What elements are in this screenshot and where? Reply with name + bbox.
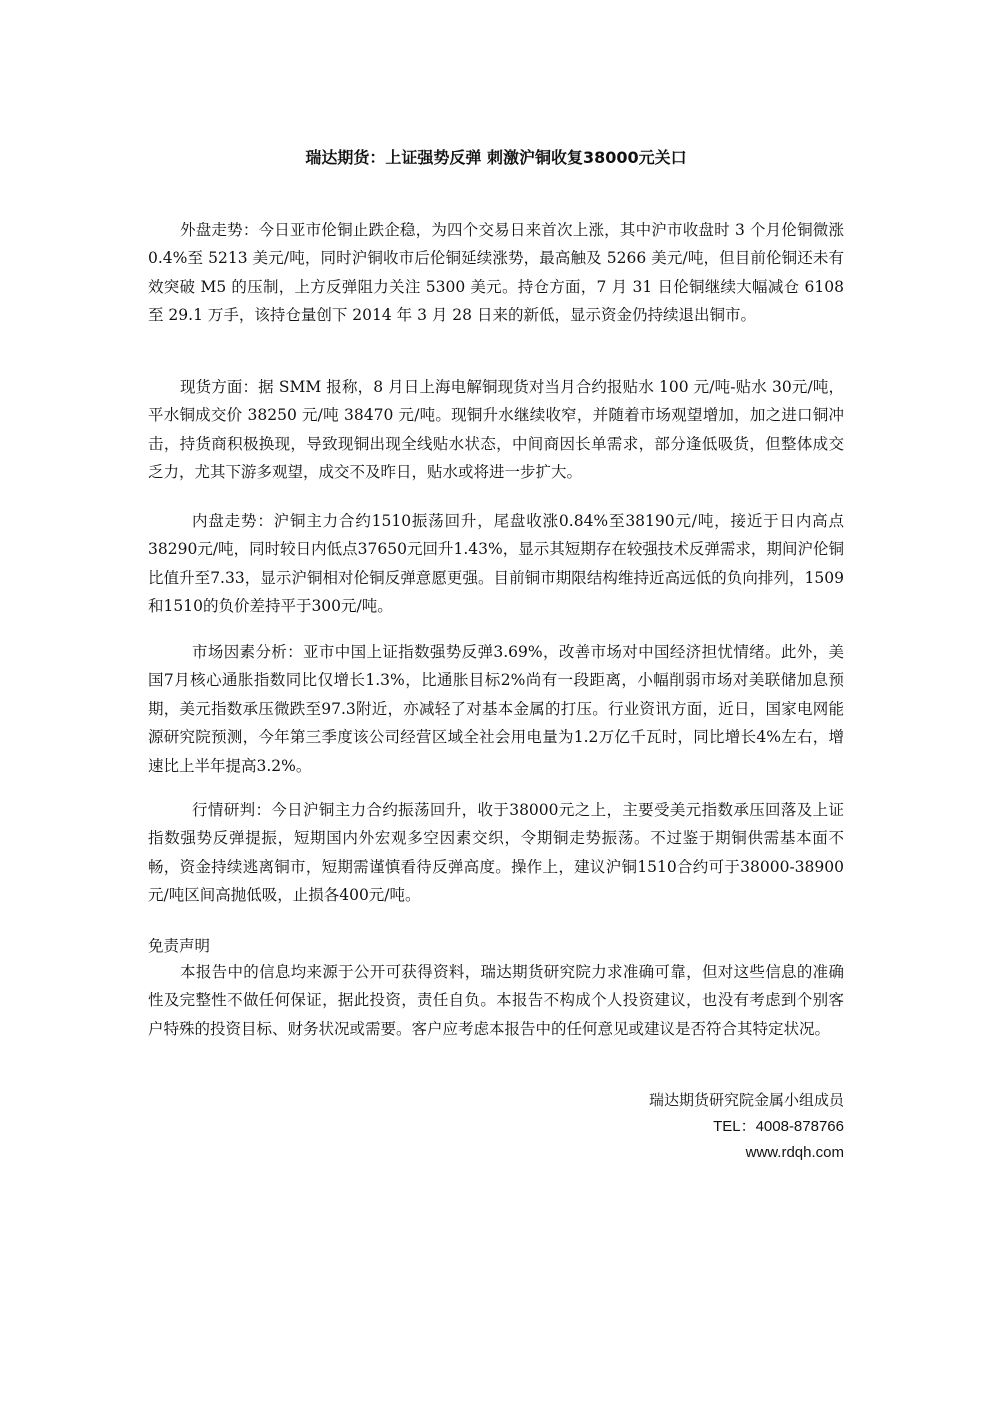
disclaimer-heading: 免责声明 (148, 937, 211, 955)
disclaimer-text: 本报告中的信息均来源于公开可获得资料，瑞达期货研究院力求准确可靠，但对这些信息的准确性及完整性不做任何保证，据此投资，责任自负。本报告不构成个人投资建议，也没有考虑到个别客户特殊的投资目标、财务状况或需要。客户应考虑本报告中的任何意见或建议是否符合其特定状况。 (148, 963, 844, 1038)
signature-website: www.rdqh.com (745, 1144, 844, 1161)
paragraph-overseas-market: 外盘走势：今日亚市伦铜止跌企稳，为四个交易日来首次上涨，其中沪市收盘时 3 个月伦铜微涨 0.4%至 5213 美元/吨，同时沪铜收市后伦铜延续涨势，最高触及 5266 美元/吨，但目前伦铜还未有效突破 M5 的压制，上方反弹阻力关注 5300 美元。持仓方面，7 月 31 日伦铜继续大幅减仓 6108 至 29.1 万手，该持仓量创下 2014 年 3 月 28 日来的新低，显示资金仍持续退出铜市。 (148, 221, 844, 325)
signature-tel: TEL：4008-878766 (713, 1118, 844, 1135)
paragraph-spot-market: 现货方面：据 SMM 报称，8 月日上海电解铜现货对当月合约报贴水 100 元/吨-贴水 30元/吨，平水铜成交价 38250 元/吨 38470 元/吨。现铜升水继续收窄，并随着市场观望增加，加之进口铜冲击，持货商积极换现，导致现铜出现全线贴水状态，中间商因长单需求，部分逢低吸货，但整体成交乏力，尤其下游多观望，成交不及昨日，贴水或将进一步扩大。 (148, 378, 844, 482)
paragraph-outlook: 行情研判：今日沪铜主力合约振荡回升，收于38000元之上，主要受美元指数承压回落及上证指数强势反弹提振，短期国内外宏观多空因素交织，令期铜走势振荡。不过鉴于期铜供需基本面不畅，资金持续逃离铜市，短期需谨慎看待反弹高度。操作上，建议沪铜1510合约可于38000-38900元/吨区间高抛低吸，止损各400元/吨。 (148, 801, 844, 905)
signature-team: 瑞达期货研究院金属小组成员 (648, 1091, 844, 1109)
document-title: 瑞达期货：上证强势反弹 刺激沪铜收复38000元关口 (305, 148, 687, 167)
paragraph-market-factors: 市场因素分析：亚市中国上证指数强势反弹3.69%，改善市场对中国经济担忧情绪。此外，美国7月核心通胀指数同比仅增长1.3%，比通胀目标2%尚有一段距离，小幅削弱市场对美联储加息预期，美元指数承压微跌至97.3附近，亦减轻了对基本金属的打压。行业资讯方面，近日，国家电网能源研究院预测，今年第三季度该公司经营区域全社会用电量为1.2万亿千瓦时，同比增长4%左右，增速比上半年提高3.2%。 (148, 643, 844, 775)
paragraph-domestic-market: 内盘走势：沪铜主力合约1510振荡回升，尾盘收涨0.84%至38190元/吨，接近于日内高点38290元/吨，同时较日内低点37650元回升1.43%，显示其短期存在较强技术反弹需求，期间沪伦铜比值升至7.33，显示沪铜相对伦铜反弹意愿更强。目前铜市期限结构维持近高远低的负向排列，1509和1510的负价差持平于300元/吨。 (148, 512, 844, 616)
